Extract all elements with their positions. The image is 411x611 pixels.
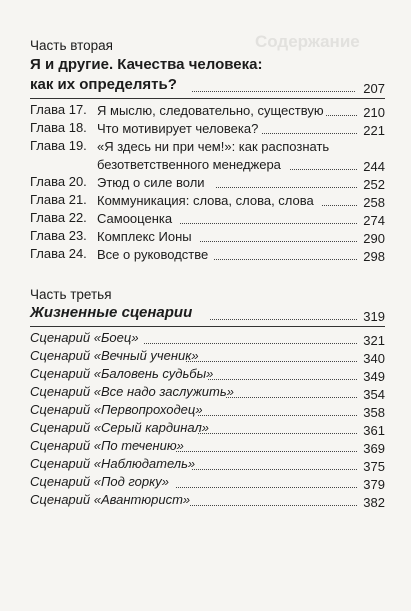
dot-leader <box>208 379 357 380</box>
page-number: 210 <box>363 105 385 120</box>
dot-leader <box>198 433 357 434</box>
chapter-number: Глава 23. <box>30 228 87 243</box>
divider <box>30 326 385 327</box>
page-number: 244 <box>363 159 385 174</box>
chapter-number: Глава 18. <box>30 120 87 135</box>
chapter-number: Глава 20. <box>30 174 87 189</box>
chapter-title: Что мотивирует человека? <box>97 121 259 136</box>
scenario-title: Сценарий «Боец» <box>30 330 139 345</box>
dot-leader <box>190 505 357 506</box>
part-label: Часть вторая <box>30 38 113 53</box>
scenario-title: Сценарий «Все надо заслужить» <box>30 384 234 399</box>
scenario-entry <box>30 348 385 366</box>
page-number: 298 <box>363 249 385 264</box>
scenario-entry <box>30 330 385 348</box>
chapter-title: Коммуникация: слова, слова, слова <box>97 193 314 208</box>
scenario-title: Сценарий «Баловень судьбы» <box>30 366 214 381</box>
page-number: 369 <box>363 441 385 456</box>
chapter-entry <box>30 192 385 210</box>
dot-leader <box>214 259 357 260</box>
chapter-number: Глава 22. <box>30 210 87 225</box>
scenario-title: Сценарий «Авантюрист» <box>30 492 191 507</box>
part-title-row <box>30 304 385 324</box>
scenario-title: Сценарий «Вечный ученик» <box>30 348 199 363</box>
chapter-entry <box>30 246 385 264</box>
chapter-title-line1: «Я здесь ни при чем!»: как распознать <box>97 139 330 154</box>
page-number: 340 <box>363 351 385 366</box>
dot-leader <box>210 319 357 320</box>
chapter-entry <box>30 210 385 228</box>
dot-leader <box>192 91 355 92</box>
chapter-entry <box>30 228 385 246</box>
page-number: 349 <box>363 369 385 384</box>
page-number: 382 <box>363 495 385 510</box>
scenario-title: Сценарий «Под горку» <box>30 474 170 489</box>
page-number: 290 <box>363 231 385 246</box>
chapter-number: Глава 24. <box>30 246 87 261</box>
part-title: Я и другие. Качества человека: <box>30 56 263 73</box>
dot-leader <box>200 241 357 242</box>
chapter-title: Самооценка <box>97 211 173 226</box>
page-number: 258 <box>363 195 385 210</box>
dot-leader <box>176 487 357 488</box>
chapter-number: Глава 19. <box>30 138 87 153</box>
dot-leader <box>144 343 357 344</box>
page-number: 361 <box>363 423 385 438</box>
chapter-number: Глава 17. <box>30 102 87 117</box>
chapter-number: Глава 21. <box>30 192 87 207</box>
scenario-entry <box>30 420 385 438</box>
page-number: 321 <box>363 333 385 348</box>
part-title-row <box>30 76 385 96</box>
scenario-entry <box>30 366 385 384</box>
scenario-title: Сценарий «Первопроходец» <box>30 402 203 417</box>
dot-leader <box>262 133 357 134</box>
page-number: 354 <box>363 387 385 402</box>
page-number: 252 <box>363 177 385 192</box>
chapter-entry <box>30 174 385 192</box>
dot-leader <box>176 451 357 452</box>
scenario-entry <box>30 402 385 420</box>
page-number: 207 <box>363 81 385 96</box>
part-label: Часть третья <box>30 287 112 302</box>
divider <box>30 98 385 99</box>
dot-leader <box>180 223 357 224</box>
bleed-through-heading: Содержание <box>255 32 360 51</box>
scenario-entry <box>30 456 385 474</box>
page-number: 358 <box>363 405 385 420</box>
dot-leader <box>326 115 357 116</box>
chapter-title: Этюд о силе воли <box>97 175 205 190</box>
chapter-entry <box>30 138 385 174</box>
chapter-title: Я мыслю, следовательно, существую <box>97 103 324 118</box>
scenario-entry <box>30 438 385 456</box>
page-number: 379 <box>363 477 385 492</box>
dot-leader <box>290 169 357 170</box>
dot-leader <box>198 415 357 416</box>
chapter-entry <box>30 120 385 138</box>
page-number: 221 <box>363 123 385 138</box>
scenario-entry <box>30 474 385 492</box>
chapter-title-line2: безответственного менеджера <box>97 157 281 172</box>
scenario-entry <box>30 492 385 510</box>
chapter-title: Все о руководстве <box>97 247 209 262</box>
dot-leader <box>186 361 357 362</box>
scenario-entry <box>30 384 385 402</box>
page-number: 274 <box>363 213 385 228</box>
scenario-title: Сценарий «Серый кардинал» <box>30 420 210 435</box>
dot-leader <box>322 205 357 206</box>
page-number: 375 <box>363 459 385 474</box>
dot-leader <box>216 187 357 188</box>
part-title-line2: как их определять? <box>30 76 177 93</box>
scenario-title: Сценарий «По течению» <box>30 438 184 453</box>
scenario-title: Сценарий «Наблюдатель» <box>30 456 196 471</box>
part-title: Жизненные сценарии <box>30 304 193 321</box>
page-number: 319 <box>363 309 385 324</box>
dot-leader <box>226 397 357 398</box>
chapter-title: Комплекс Ионы <box>97 229 192 244</box>
chapter-entry <box>30 102 385 120</box>
dot-leader <box>192 469 357 470</box>
